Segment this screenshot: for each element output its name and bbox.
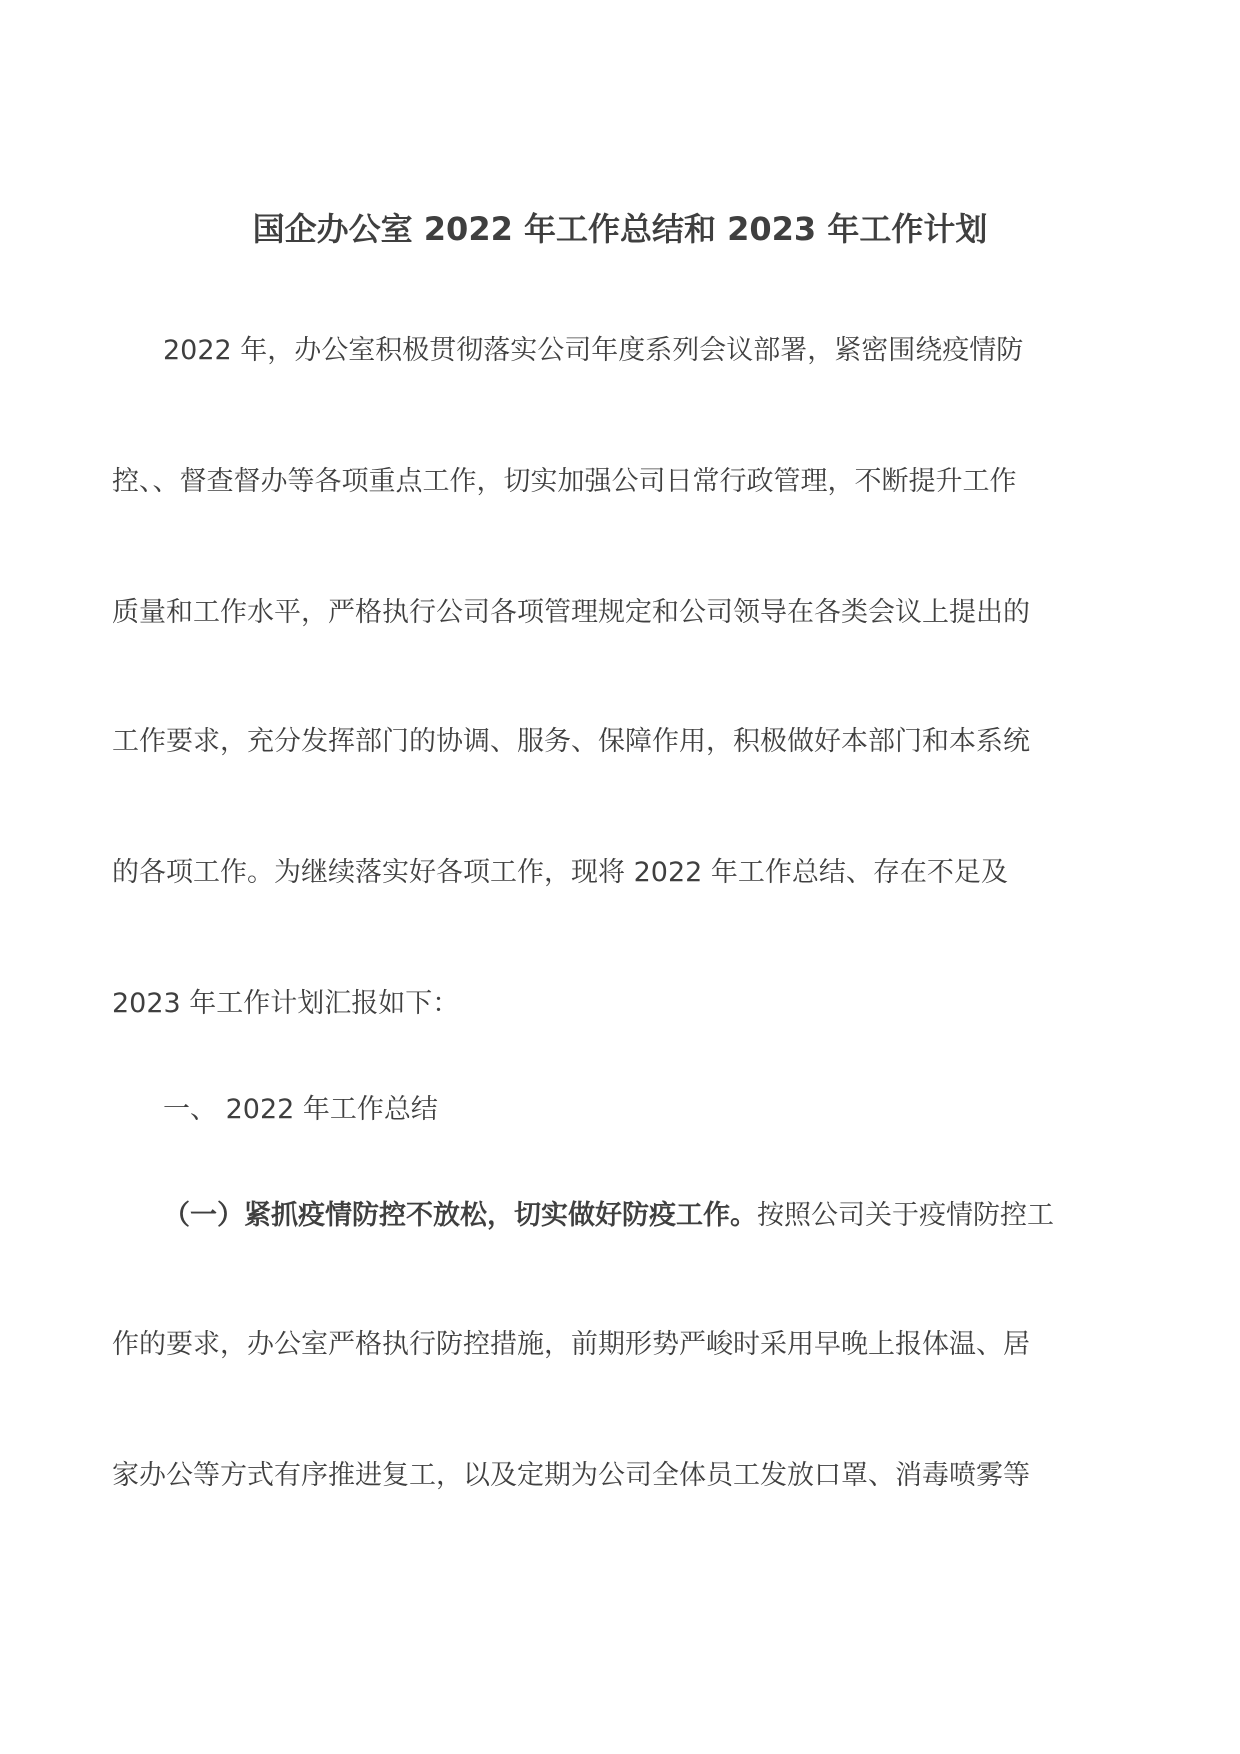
subsection-bold-lead: （一）紧抓疫情防控不放松，切实做好防疫工作。 bbox=[163, 1200, 757, 1231]
paragraph-line-2: 控、、督查督办等各项重点工作，切实加强公司日常行政管理，不断提升工作 bbox=[112, 466, 1017, 497]
paragraph-line-4: 工作要求，充分发挥部门的协调、服务、保障作用，积极做好本部门和本系统 bbox=[112, 726, 1030, 757]
subsection-lead-rest: 按照公司关于疫情防控工 bbox=[757, 1200, 1054, 1231]
subsection-line-2: 作的要求，办公室严格执行防控措施，前期形势严峻时采用早晚上报体温、居 bbox=[112, 1329, 1030, 1360]
paragraph-line-1: 2022 年，办公室积极贯彻落实公司年度系列会议部署，紧密围绕疫情防 bbox=[163, 335, 1024, 366]
subsection-line-3: 家办公等方式有序推进复工，以及定期为公司全体员工发放口罩、消毒喷雾等 bbox=[112, 1460, 1030, 1491]
document-title: 国企办公室 2022 年工作总结和 2023 年工作计划 bbox=[252, 210, 988, 248]
paragraph-line-5: 的各项工作。为继续落实好各项工作，现将 2022 年工作总结、存在不足及 bbox=[112, 857, 1008, 888]
subsection-first-line bbox=[163, 1196, 1054, 1236]
section-heading: 一、 2022 年工作总结 bbox=[163, 1094, 438, 1125]
paragraph-line-6: 2023 年工作计划汇报如下： bbox=[112, 988, 460, 1019]
paragraph-line-3: 质量和工作水平，严格执行公司各项管理规定和公司领导在各类会议上提出的 bbox=[112, 597, 1030, 628]
